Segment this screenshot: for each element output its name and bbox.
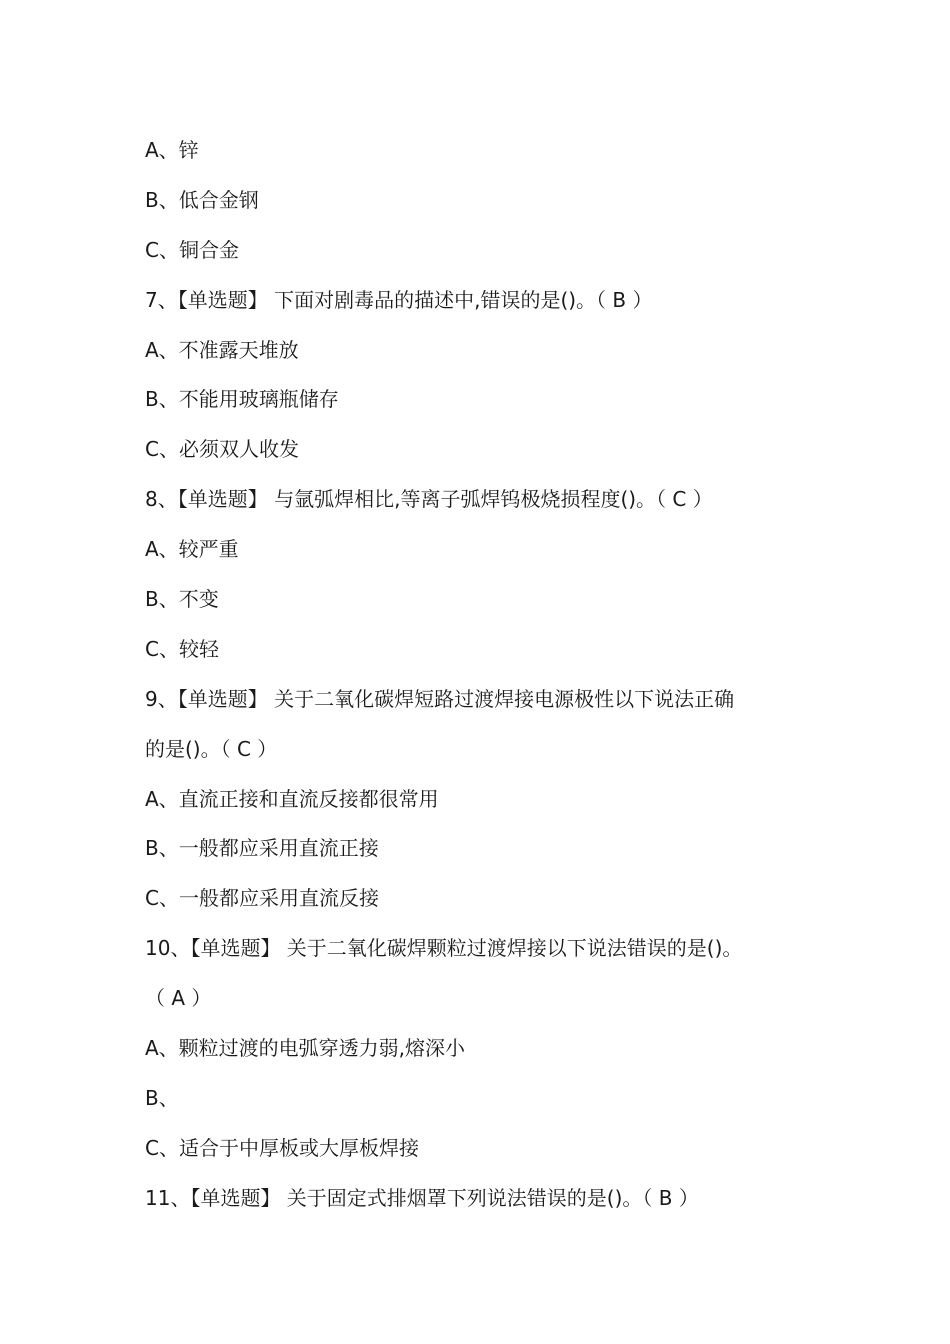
question-9-option-b: B、一般都应采用直流正接 [145,836,379,861]
question-10-option-b: B、 [145,1085,179,1110]
question-9-line-2: 的是()。（ C ） [145,736,278,761]
option-b-low-alloy-steel: B、低合金钢 [145,187,259,212]
question-10-option-a: A、颗粒过渡的电弧穿透力弱,熔深小 [145,1036,466,1061]
option-a-zinc: A、锌 [145,138,199,162]
question-9-line-1: 9、【单选题】 关于二氧化碳焊短路过渡焊接电源极性以下说法正确 [145,686,735,711]
question-7-option-c: C、必须双人收发 [145,437,299,462]
question-7: 7、【单选题】 下面对剧毒品的描述中,错误的是()。（ B ） [145,287,653,312]
question-10-line-1: 10、【单选题】 关于二氧化碳焊颗粒过渡焊接以下说法错误的是()。 [145,936,743,961]
question-9-option-c: C、一般都应采用直流反接 [145,886,379,911]
question-10-line-2: （ A ） [145,986,212,1011]
question-8-option-b: B、不变 [145,587,219,612]
question-7-option-a: A、不准露天堆放 [145,337,299,362]
question-8-option-a: A、较严重 [145,537,239,562]
question-9-option-a: A、直流正接和直流反接都很常用 [145,786,439,811]
question-10-option-c: C、适合于中厚板或大厚板焊接 [145,1135,419,1160]
option-c-copper-alloy: C、铜合金 [145,237,239,262]
question-7-option-b: B、不能用玻璃瓶储存 [145,387,339,412]
exam-question-list [145,132,815,1230]
question-8-option-c: C、较轻 [145,636,219,661]
question-8: 8、【单选题】 与氩弧焊相比,等离子弧焊钨极烧损程度()。（ C ） [145,487,713,512]
question-11: 11、【单选题】 关于固定式排烟罩下列说法错误的是()。（ B ） [145,1185,699,1210]
